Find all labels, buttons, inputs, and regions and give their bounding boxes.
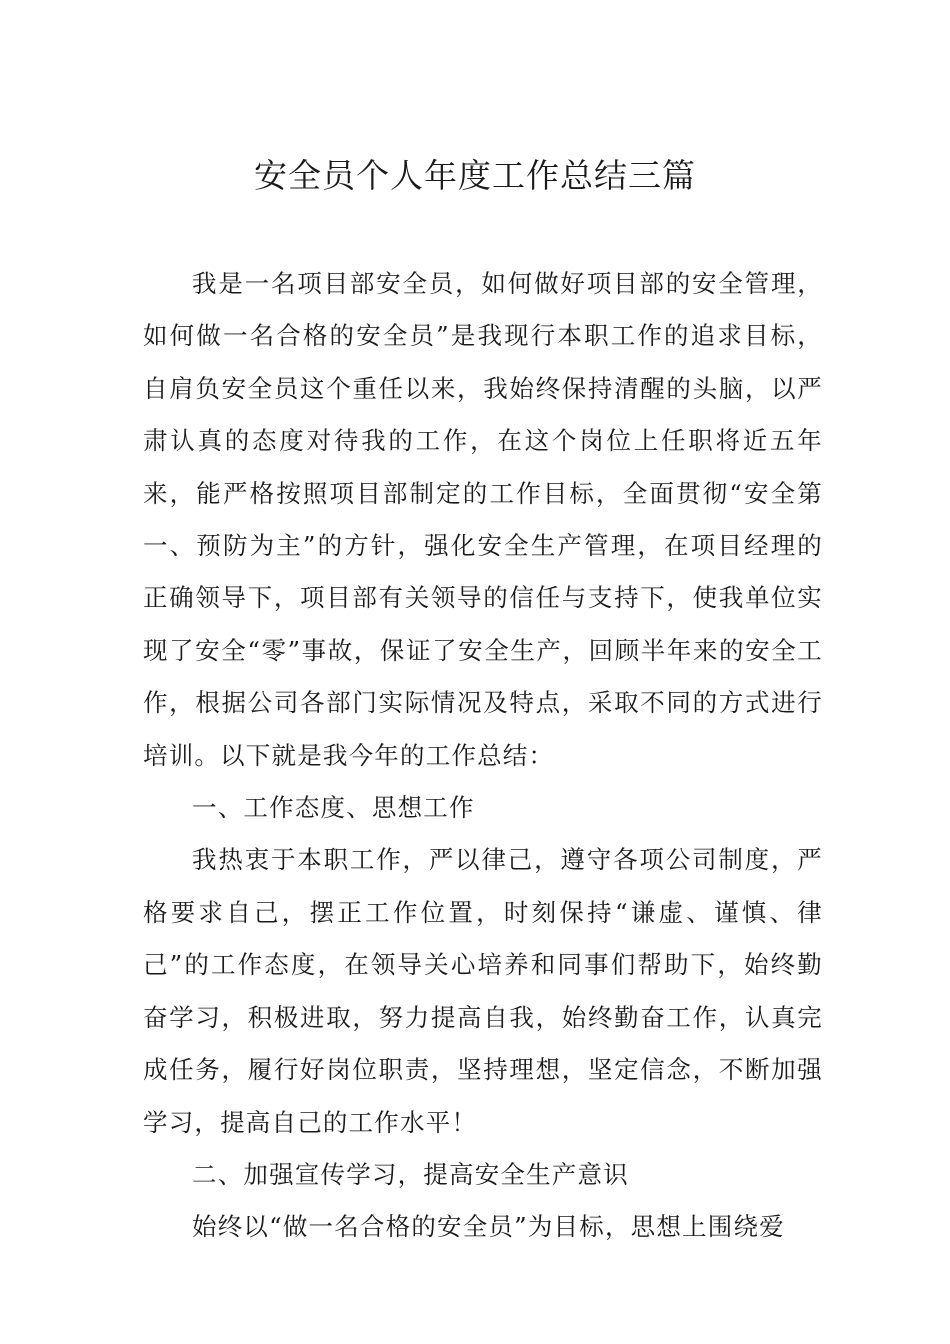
intro-paragraph: 我是一名项目部安全员，如何做好项目部的安全管理，如何做一名合格的安全员”是我现行本职工作的追求目标，自肩负安全员这个重任以来，我始终保持清醒的头脑，以严肃认真的态度对待我的工作，在这个岗位上任职将近五年来，能严格按照项目部制定的工作目标，全面贯彻“安全第一、预防为主”的方针，强化安全生产管理，在项目经理的正确领导下，项目部有关领导的信任与支持下，使我单位实现了安全“零”事故，保证了安全生产，回顾半年来的安全工作，根据公司各部门实际情况及特点，采取不同的方式进行培训。以下就是我今年的工作总结：: [143, 269, 823, 770]
section-heading-work-attitude: 一、工作态度、思想工作: [192, 793, 475, 823]
safety-awareness-paragraph: 始终以“做一名合格的安全员”为目标，思想上围绕爱: [192, 1212, 785, 1242]
section-heading-safety-awareness: 二、加强宣传学习，提高安全生产意识: [192, 1159, 629, 1189]
work-attitude-paragraph: 我热衷于本职工作，严以律己，遵守各项公司制度，严格要求自己，摆正工作位置，时刻保持“谦虚、谨慎、律己”的工作态度，在领导关心培养和同事们帮助下，始终勤奋学习，积极进取，努力提高自我，始终勤奋工作，认真完成任务，履行好岗位职责，坚持理想，坚定信念，不断加强学习，提高自己的工作水平！: [143, 845, 823, 1137]
document-body: [143, 258, 823, 1254]
document-title: 安全员个人年度工作总结三篇: [254, 156, 696, 195]
